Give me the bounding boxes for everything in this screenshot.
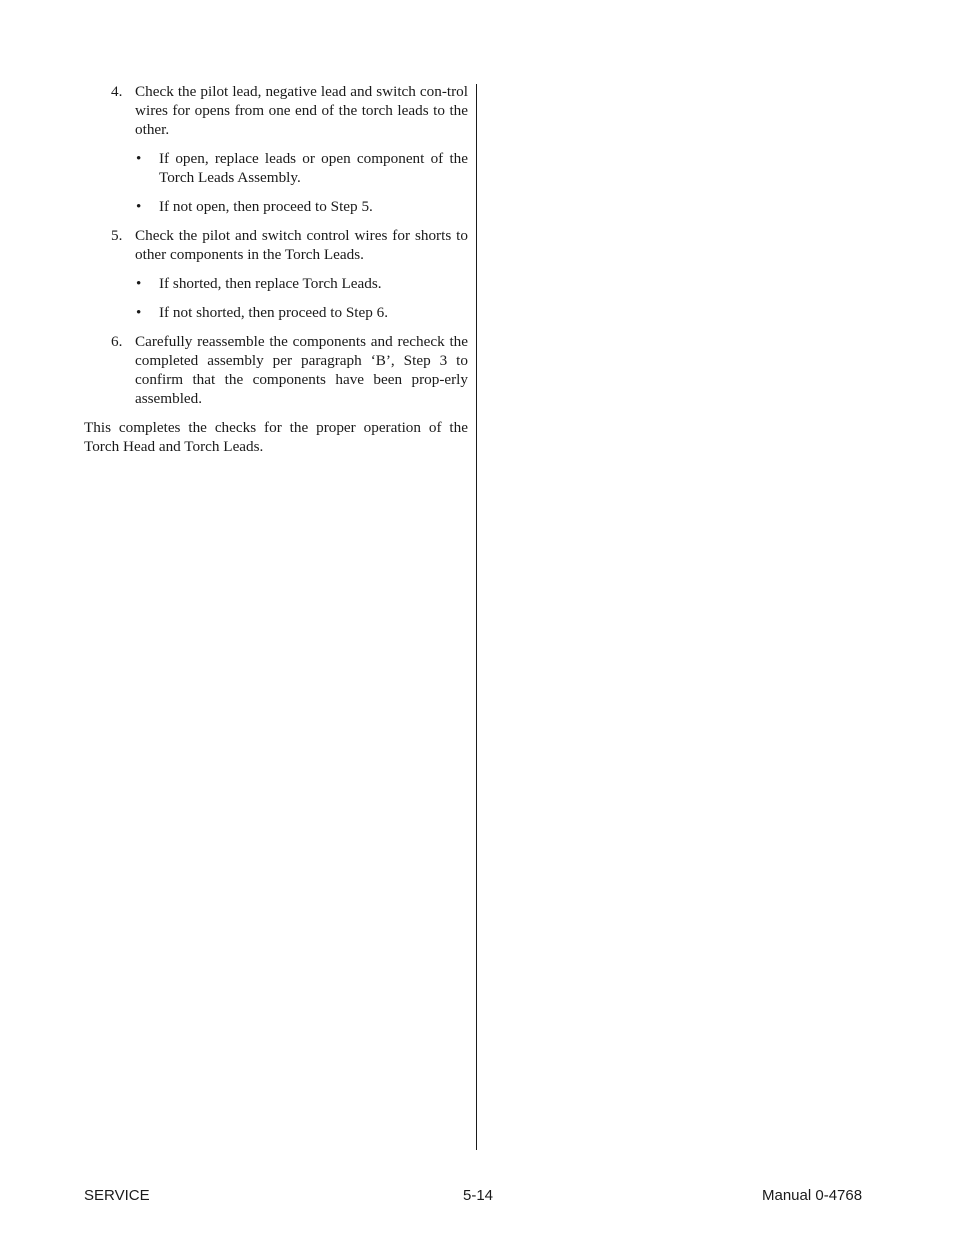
bullet-icon: • <box>136 150 142 167</box>
bullet-text: If not open, then proceed to Step 5. <box>159 198 373 215</box>
bullet-item <box>84 303 468 322</box>
step-4 <box>84 82 468 139</box>
column-divider <box>476 84 477 1150</box>
footer-manual-number: Manual 0-4768 <box>762 1187 863 1204</box>
step-number: 5. <box>111 227 123 244</box>
bullet-item <box>84 149 468 187</box>
bullet-text: If open, replace leads or open component of the Torch Leads Assembly. <box>159 150 468 186</box>
bullet-text: If not shorted, then proceed to Step 6. <box>159 304 389 321</box>
bullet-icon: • <box>136 275 142 292</box>
bullet-icon: • <box>136 304 142 321</box>
bullet-item <box>84 274 468 293</box>
closing-paragraph: This completes the checks for the proper operation of the Torch Head and Torch Leads. <box>84 419 468 455</box>
bullet-text: If shorted, then replace Torch Leads. <box>159 275 382 292</box>
footer-section: SERVICE <box>84 1187 150 1204</box>
step-text: Check the pilot lead, negative lead and switch con-trol wires for opens from one end of the torch leads to the other. <box>135 83 468 138</box>
footer-page-number: 5-14 <box>463 1187 494 1204</box>
step-6 <box>84 332 468 408</box>
step-text: Carefully reassemble the components and recheck the completed assembly per paragraph ‘B’, Step 3 to confirm that the components have been prop-erly assembled. <box>135 333 468 407</box>
bullet-item <box>84 197 468 216</box>
left-column <box>84 82 468 456</box>
bullet-icon: • <box>136 198 142 215</box>
step-text: Check the pilot and switch control wires for shorts to other components in the Torch Leads. <box>135 227 468 263</box>
step-5 <box>84 226 468 264</box>
step-number: 4. <box>111 83 123 100</box>
step-number: 6. <box>111 333 123 350</box>
